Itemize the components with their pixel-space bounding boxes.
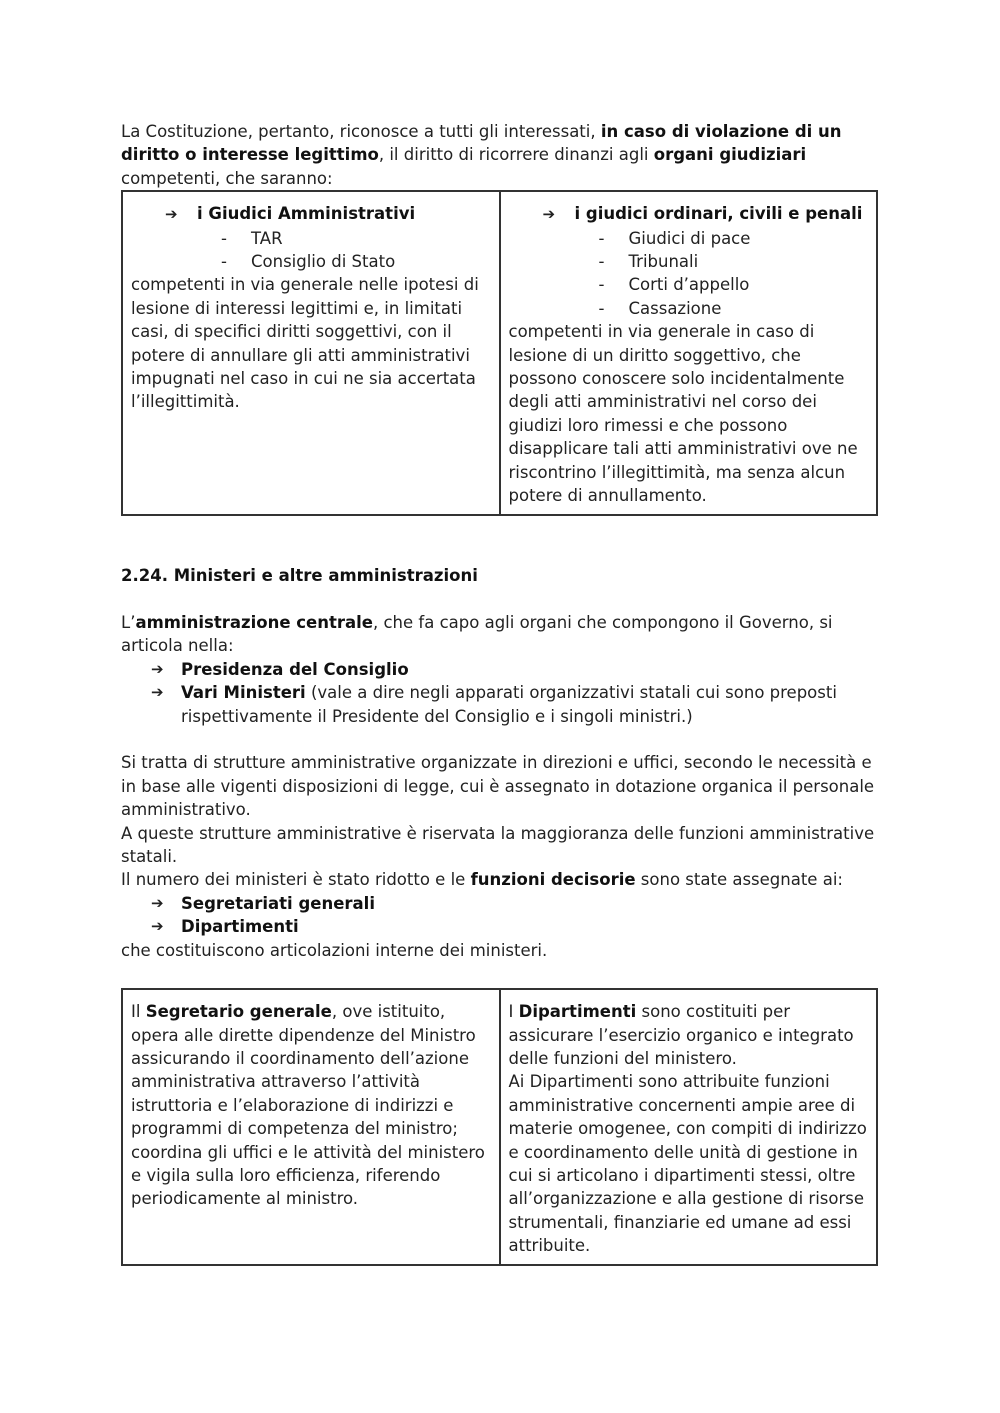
dash-bullet: - [598,228,605,248]
list-item [131,227,491,250]
spacer [121,516,878,564]
cell-text: Il [131,1002,146,1022]
list-item-label: Corti d’appello [628,275,750,295]
intro-text-2: , il diritto di ricorrere dinanzi agli [378,145,654,165]
intro-bold-2: organi giudiziari [653,145,807,165]
secretary-general-text [131,1000,491,1211]
secretariat-departments-table [121,988,878,1266]
list-item-rest: (vale a dire negli apparati organizzativi statali cui sono preposti rispettivamente il Presidente del Consiglio e i singoli ministri.) [181,683,837,726]
departments-cell [499,990,877,1264]
right-arrow-icon: ➔ [542,205,556,224]
list-item [121,658,878,681]
ordinary-courts-title: i giudici ordinari, civili e penali [574,204,863,224]
ordinary-courts-cell [499,192,877,514]
list-item-bold: Vari Ministeri [181,683,306,703]
administrative-courts-description: competenti in via generale nelle ipotesi di lesione di interessi legittimi e, in limitati casi, di specifici diritti soggettivi, con il potere di annullare gli atti amministrativi impugnati nel caso in cui ne sia accertata l’illegittimità. [131,275,479,412]
dash-bullet: - [221,252,227,272]
ministries-paragraph [121,868,878,891]
government-bodies-list [121,658,878,728]
departments-text [509,1000,869,1070]
list-item-bold: Segretariati generali [181,893,375,913]
paragraph-bold: amministrazione centrale [135,613,373,633]
section-title: 2.24. Ministeri e altre amministrazioni [121,566,478,586]
list-item-label: TAR [251,228,283,248]
intro-text-3: competenti, che saranno: [121,168,333,188]
list-item [509,297,869,320]
list-item [509,273,869,296]
paragraph-text: Il numero dei ministeri è stato ridotto e le [121,870,471,890]
dash-bullet: - [598,298,605,318]
list-item [121,915,878,938]
dash-bullet: - [598,252,605,272]
cell-text: sono costituiti per assicurare l’esercizio organico e integrato delle funzioni del ministero. [508,1002,854,1068]
central-administration-paragraph [121,611,878,658]
spacer [121,588,878,611]
list-item [509,227,869,250]
paragraph-text: , che fa capo agli organi che compongono il Governo, si articola nella: [121,613,833,656]
cell-bold: Segretario generale [145,1002,332,1022]
list-item-label: Cassazione [628,298,722,318]
paragraph-text: L’ [121,613,136,633]
right-arrow-icon: ➔ [151,683,164,702]
right-arrow-icon: ➔ [151,659,164,678]
administrative-courts-title: i Giudici Amministrativi [197,204,416,224]
list-item [509,250,869,273]
list-item-label: Tribunali [628,252,699,272]
list-item-text [181,681,878,728]
right-arrow-icon: ➔ [151,893,164,912]
intro-paragraph [121,120,878,190]
list-item [121,681,878,728]
spacer [121,728,878,751]
cell-text: , ove istituito, opera alle dirette dipendenze del Ministro assicurando il coordinamento dell’azione amministrativa attraverso l’attività istruttoria e l’elaborazione di indirizzi e programmi di competenza del ministro; coordina gli uffici e le attività del ministero e vigila sulla loro efficienza, riferendo periodicamente al ministro. [131,1002,485,1209]
courts-table [121,190,878,516]
cell-text: I [508,1002,519,1022]
list-item-bold: Dipartimenti [181,917,299,937]
functions-paragraph: A queste strutture amministrative è riservata la maggioranza delle funzioni amministrative statali. [121,823,875,867]
administrative-courts-heading [131,202,491,226]
departments-functions-text: Ai Dipartimenti sono attribuite funzioni amministrative concernenti ampie aree di materie omogenee, con compiti di indirizzo e coordinamento delle unità di gestione in cui si articolano i dipartimenti stessi, oltre all’organizzazione e alla gestione di risorse strumentali, finanziarie ed umane ad essi attribuite. [508,1072,867,1256]
right-arrow-icon: ➔ [151,917,164,936]
list-item-label: Giudici di pace [628,228,751,248]
paragraph-bold: funzioni decisorie [470,870,636,890]
spacer [121,962,878,988]
intro-bold-1: in caso di violazione di un diritto o interesse legittimo [121,122,842,165]
list-item-bold: Presidenza del Consiglio [181,659,409,679]
administrative-courts-cell [123,192,499,514]
structures-paragraph: Si tratta di strutture amministrative organizzate in direzioni e uffici, secondo le necessità e in base alle vigenti disposizioni di legge, cui è assegnato in dotazione organica il personale amministrativo. [121,753,875,820]
list-item [131,250,491,273]
document-page [121,120,878,1266]
cell-bold: Dipartimenti [518,1002,637,1022]
list-item-label: Consiglio di Stato [251,252,396,272]
dash-bullet: - [221,228,227,248]
right-arrow-icon: ➔ [165,205,178,224]
list-item [121,892,878,915]
ordinary-courts-description: competenti in via generale in caso di lesione di un diritto soggettivo, che possono conoscere solo incidentalmente degli atti amministrativi nel corso dei giudizi loro rimessi e che possono disapplicare tali atti amministrativi ove ne riscontrino l’illegittimità, ma senza alcun potere di annullamento. [508,322,858,506]
dash-bullet: - [598,275,605,295]
intro-text-1: La Costituzione, pertanto, riconosce a tutti gli interessati, [121,122,601,141]
paragraph-text: sono state assegnate ai: [635,870,843,890]
ordinary-courts-heading [509,202,869,226]
secretary-general-cell [123,990,499,1264]
internal-articulations-list [121,892,878,939]
closing-paragraph: che costituiscono articolazioni interne dei ministeri. [121,940,548,960]
list-item-text [181,658,409,681]
